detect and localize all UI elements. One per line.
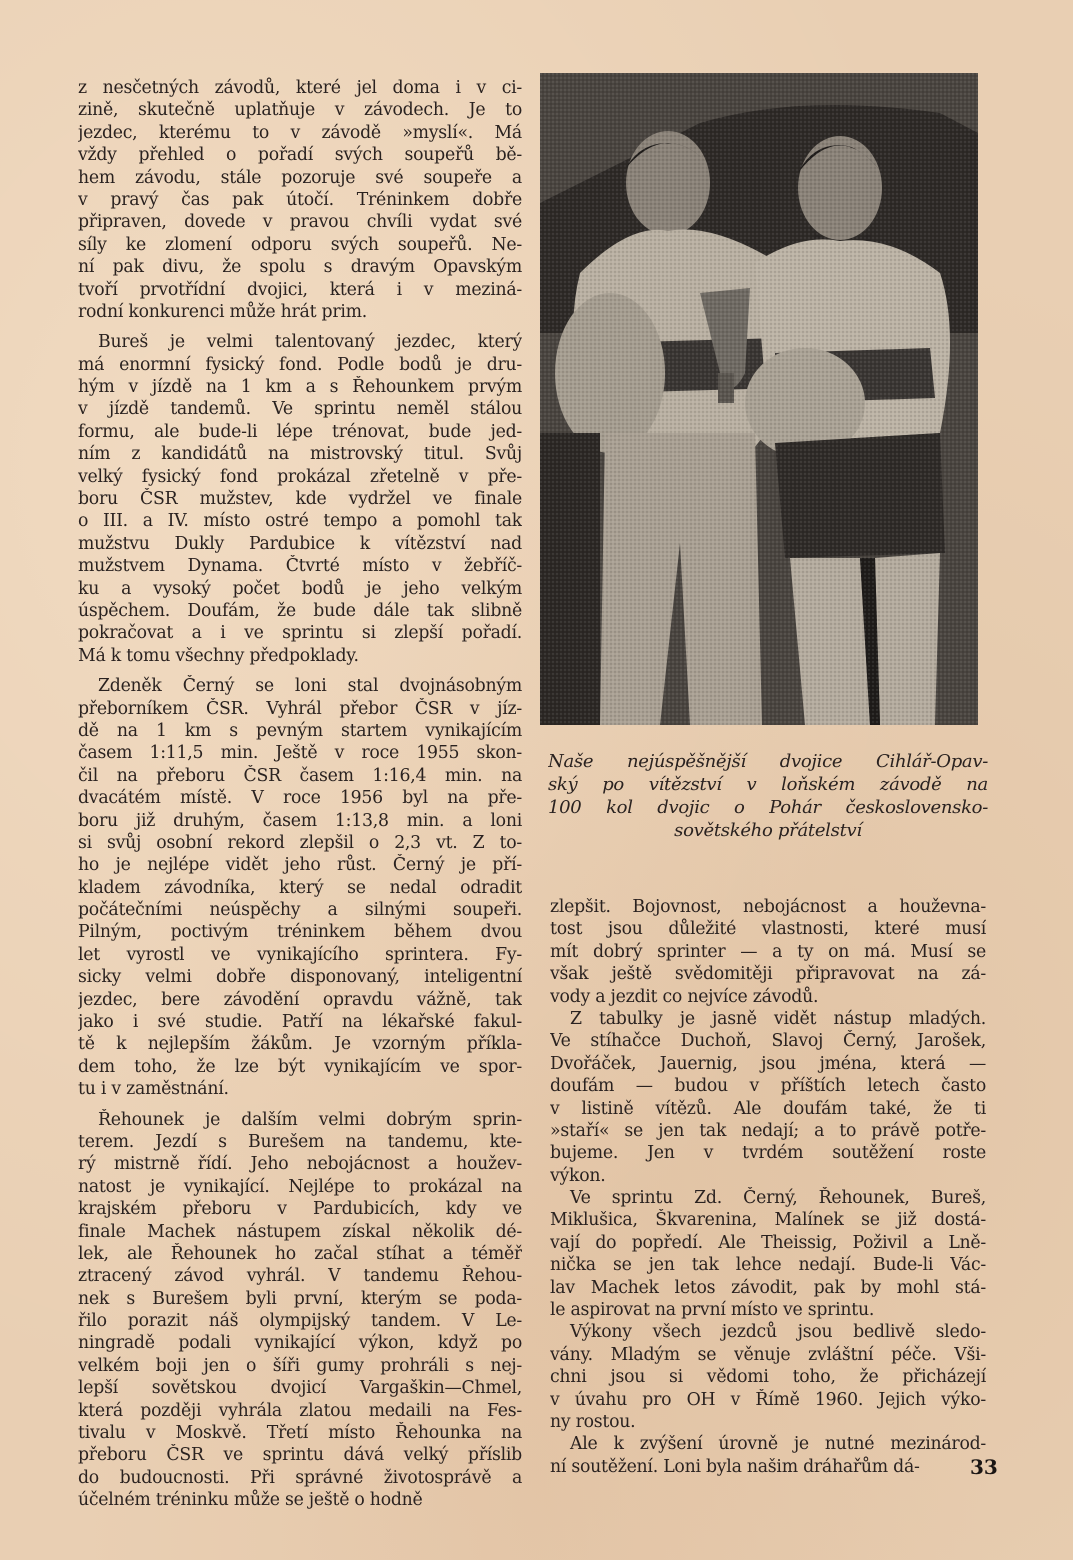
text-line: Řehounek je dalším velmi dobrým sprin- [98,1109,522,1130]
text-line: lek, ale Řehounek ho začal stíhat a téměř [78,1243,522,1264]
paragraph [78,1109,522,1512]
text-line: ningradě podali vynikající výkon, když po [78,1333,522,1354]
text-line: vždy přehled o pořadí svých soupeřů bě- [78,145,522,166]
text-line: ku a vysoký počet bodů je jeho velkým [78,578,522,599]
text-line: tu i v zaměstnání. [78,1079,229,1100]
text-line: mužstvem Dynama. Čtvrté místo v žebříč- [78,556,522,577]
text-line: jezdec, kterému to v závodě »myslí«. Má [78,122,522,143]
text-line: Má k tomu všechny předpoklady. [78,645,359,666]
left-text-column [78,77,522,1512]
text-line: tvoří prvotřídní dvojici, která i v meziná- [78,279,522,300]
text-line: tost jsou důležité vlastnosti, které musí [550,919,986,940]
paragraph [550,1321,986,1433]
text-line: Dvořáček, Jauernig, jsou jména, která — [550,1053,986,1074]
text-line: chni jsou si vědomi toho, že přicházejí [550,1367,986,1388]
text-line: do budoucnosti. Při správné životosprávě a [78,1467,522,1488]
paragraph [550,1433,986,1478]
text-line: časem 1:11,5 min. Ještě v roce 1955 skon- [78,743,522,764]
photo-caption [548,750,988,842]
paragraph [550,1008,986,1187]
text-line: zině, skutečně uplatňuje v závodech. Je to [78,100,522,121]
text-line: úspěchem. Doufám, že bude dále tak slibně [78,600,522,621]
text-line: Bureš je velmi talentovaný jezdec, který [98,332,522,353]
text-line: Z tabulky je jasně vidět nástup mladých. [570,1008,986,1029]
paragraph [78,675,522,1100]
text-line: kladem závodníka, který se nedal odradit [78,877,522,898]
text-line: hým v jízdě na 1 km a s Řehounkem prvým [78,377,522,398]
text-line: dvacátém místě. V roce 1956 byl na pře- [78,788,522,809]
text-line: finale Machek nástupem získal několik dé- [78,1221,522,1242]
text-line: však ještě svědomitěji připravovat na zá- [550,964,986,985]
text-line: le aspirovat na první místo ve sprintu. [550,1300,875,1321]
text-line: boru již druhým, časem 1:13,8 min. a loni [78,810,522,831]
text-line: formu, ale bude-li lépe trénovat, bude jed- [78,421,522,442]
text-line: boru ČSR mužstev, kde vydržel ve finale [78,489,522,510]
paragraph [550,896,986,1008]
text-line: lepší sovětskou dvojicí Vargaškin—Chmel, [78,1378,522,1399]
text-line: velký fysický fond prokázal zřetelně v pře- [78,466,522,487]
text-line: z nesčetných závodů, které jel doma i v ci- [78,78,522,98]
text-line: vají do popředí. Ale Theissig, Poživil a Lně- [550,1232,986,1253]
right-text-column [550,896,986,1478]
text-line: nička se jen tak lehce nedají. Bude-li Vác- [550,1255,986,1276]
text-line: »staří« se jen tak nedají; a to právě potře- [550,1120,986,1141]
text-line: počátečními neúspěchy a silnými soupeři. [78,900,522,921]
text-line: má enormní fysický fond. Podle bodů je dru- [78,354,522,375]
text-line: v listině vítězů. Ale doufám také, že ti [550,1098,986,1119]
text-line: hem závodu, stále pozoruje své soupeře a [78,167,522,188]
text-line: účelném tréninku může se ještě o hodně [78,1490,423,1511]
text-line: síly ke zlomení odporu svých soupeřů. Ne- [78,234,522,255]
caption-line: ský po vítězství v loňském závodě na [548,774,988,795]
text-line: vány. Mladým se věnuje zvláštní péče. Vši- [550,1344,986,1365]
text-line: dem toho, že lze být vynikajícím ve spor- [78,1056,522,1077]
text-line: si svůj osobní rekord zlepšil o 2,3 vt. Z to- [78,832,522,853]
text-line: zlepšit. Bojovnost, nebojácnost a houževna- [550,897,986,917]
text-line: přeboru ČSR ve sprintu dává velký příslib [78,1445,522,1466]
paragraph [550,1187,986,1321]
text-line: doufám — budou v příštích letech často [550,1076,986,1097]
text-line: ním z kandidátů na mistrovský titul. Svůj [78,444,522,465]
text-line: ní pak divu, že spolu s dravým Opavským [78,257,522,278]
text-line: tivalu v Moskvě. Třetí místo Řehounka na [78,1423,522,1444]
text-line: Pilným, poctivým tréninkem během dvou [78,922,522,943]
text-line: Miklušica, Škvarenina, Malínek se již dostá- [550,1210,986,1231]
text-line: Ve sprintu Zd. Černý, Řehounek, Bureš, [570,1188,986,1209]
page-number: 33 [970,1455,998,1479]
text-line: mít dobrý sprinter — a ty on má. Musí se [550,941,986,962]
text-line: v úvahu pro OH v Římě 1960. Jejich výko- [550,1389,986,1410]
paragraph [78,331,522,667]
paragraph [78,77,522,323]
text-line: řilo porazit náš olympijský tandem. V Le- [78,1311,522,1332]
cyclists-photo [540,73,978,725]
text-line: lav Machek letos závodit, pak by mohl stá- [550,1277,986,1298]
text-line: ní soutěžení. Loni byla našim dráhařům dá- [550,1456,920,1477]
text-line: výkon. [550,1165,606,1186]
text-line: Zdeněk Černý se loni stal dvojnásobným [98,676,522,697]
photograph-icon [540,73,978,725]
text-line: Ve stíhačce Duchoň, Slavoj Černý, Jarošek, [550,1031,986,1052]
text-line: v pravý čas pak útočí. Tréninkem dobře [78,189,522,210]
text-line: připraven, dovede v pravou chvíli vydat své [78,212,522,233]
text-line: jako i své studie. Patří na lékařské fakul- [78,1012,522,1033]
caption-line: sovětského přátelství [674,820,862,841]
text-line: v jízdě tandemů. Ve sprintu neměl stálou [78,399,522,420]
text-line: Výkony všech jezdců jsou bedlivě sledo- [570,1322,986,1343]
text-line: terem. Jezdí s Burešem na tandemu, kte- [78,1131,522,1152]
text-line: bujeme. Jen v tvrdém soutěžení roste [550,1143,986,1164]
text-line: ztracený závod vyhrál. V tandemu Řehou- [78,1266,522,1287]
text-line: čil na přeboru ČSR časem 1:16,4 min. na [78,765,522,786]
text-line: která později vyhrála zlatou medaili na Fes- [78,1400,522,1421]
text-line: krajském přeboru v Pardubicích, kdy ve [78,1199,522,1220]
text-line: jezdec, bere závodění opravdu vážně, tak [78,989,522,1010]
text-line: nek s Burešem byli první, kterým se poda- [78,1288,522,1309]
caption-line: Naše nejúspěšnější dvojice Cihlář-Opav- [548,751,988,772]
text-line: přeborníkem ČSR. Vyhrál přebor ČSR v jíz- [78,698,522,719]
text-line: natost je vynikající. Nejlépe to prokázal na [78,1176,522,1197]
text-line: ny rostou. [550,1411,636,1432]
text-line: ho je nejlépe vidět jeho růst. Černý je pří- [78,855,522,876]
text-line: pokračovat a i ve sprintu si zlepší pořadí. [78,623,522,644]
text-line: sicky velmi dobře disponovaný, inteligentní [78,967,522,988]
caption-line: 100 kol dvojic o Pohár československo- [548,797,988,818]
text-line: rodní konkurenci může hrát prim. [78,301,368,322]
text-line: vody a jezdit co nejvíce závodů. [550,986,819,1007]
text-line: velkém boji jen o šíři gumy prohráli s nej- [78,1355,522,1376]
text-line: tě k nejlepším žákům. Je vzorným příkla- [78,1034,522,1055]
text-line: dě na 1 km s pevným startem vynikajícím [78,720,522,741]
text-line: o III. a IV. místo ostré tempo a pomohl tak [78,511,522,532]
text-line: mužstvu Dukly Pardubice k vítězství nad [78,533,522,554]
text-line: Ale k zvýšení úrovně je nutné mezinárod- [570,1434,986,1455]
text-line: rý mistrně řídí. Jeho nebojácnost a houžev- [78,1154,522,1175]
text-line: let vyrostl ve vynikajícího sprintera. Fy- [78,944,522,965]
